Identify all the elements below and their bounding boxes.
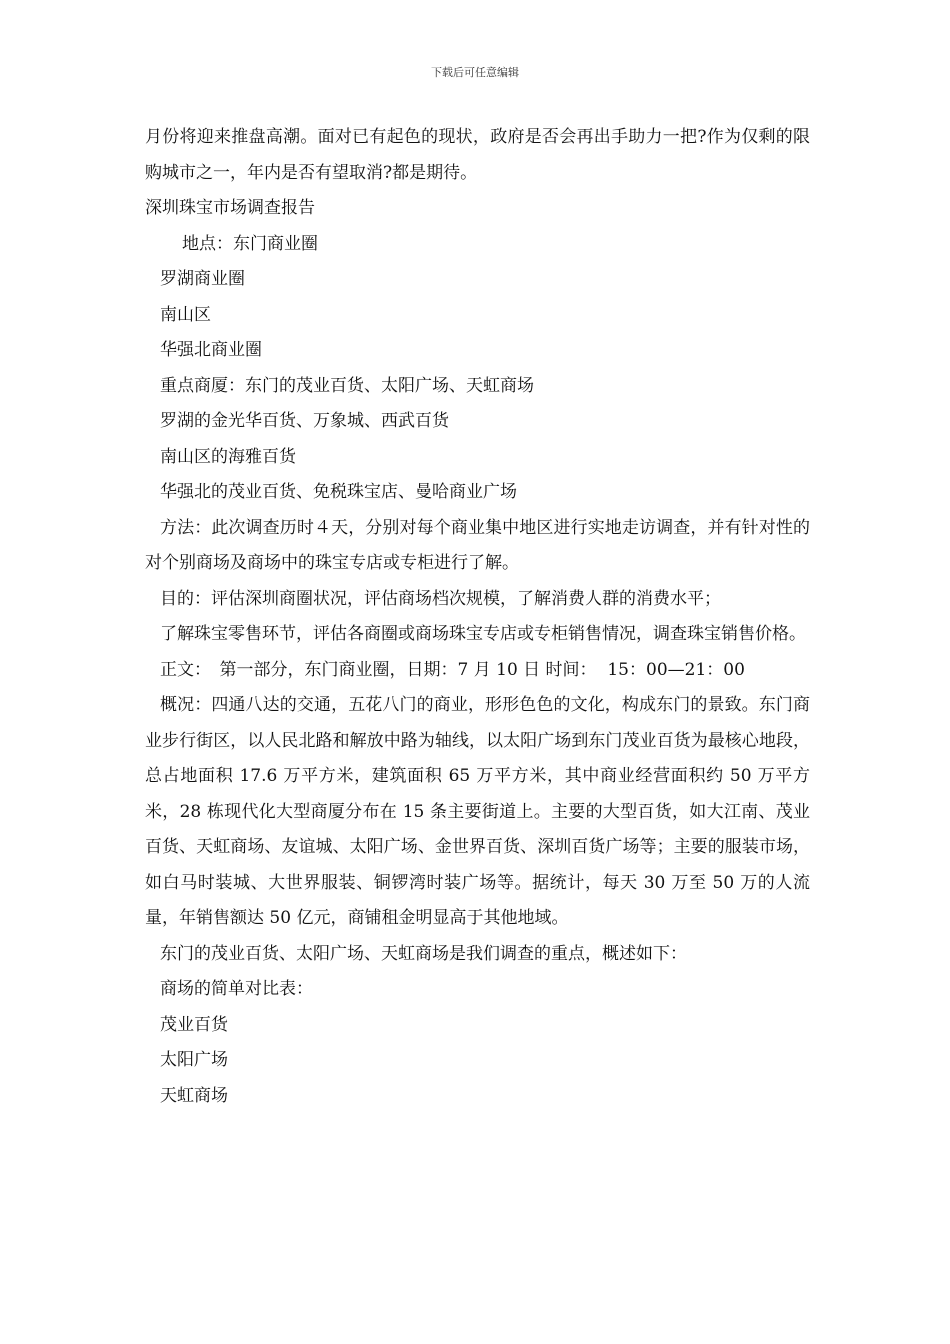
report-title: 深圳珠宝市场调查报告 xyxy=(145,198,315,218)
document-body xyxy=(145,120,810,1114)
mall-list-item: 天虹商场 xyxy=(160,1085,228,1106)
location-item: 南山区 xyxy=(160,304,211,325)
location-item: 华强北商业圈 xyxy=(160,340,262,360)
page-header: 下载后可任意编辑 xyxy=(431,66,519,79)
location-item: 罗湖商业圈 xyxy=(160,269,245,289)
comparison-heading: 商场的简单对比表： xyxy=(160,979,313,999)
body-heading: 正文： 第一部分，东门商业圈，日期：7 月 10 日 时间： 15：00—21：00 xyxy=(160,659,745,680)
method-paragraph: 方法：此次调查历时４天，分别对每个商业集中地区进行实地走访调查，并有针对性的对个别商场及商场中的珠宝专店或专柜进行了解。 xyxy=(145,517,810,573)
key-malls-item: 罗湖的金光华百货、万象城、西武百货 xyxy=(160,411,449,431)
key-malls-heading: 重点商厦：东门的茂业百货、太阳广场、天虹商场 xyxy=(160,375,534,396)
purpose-paragraph-cont: 了解珠宝零售环节，评估各商圈或商场珠宝专店或专柜销售情况，调查珠宝销售价格。 xyxy=(160,624,806,644)
key-malls-item: 南山区的海雅百货 xyxy=(160,446,296,467)
location-heading: 地点：东门商业圈 xyxy=(182,233,318,254)
mall-list-item: 太阳广场 xyxy=(160,1050,228,1070)
focus-paragraph: 东门的茂业百货、太阳广场、天虹商场是我们调查的重点，概述如下： xyxy=(160,943,687,964)
purpose-paragraph: 目的：评估深圳商圈状况，评估商场档次规模，了解消费人群的消费水平； xyxy=(160,588,721,609)
mall-list-item: 茂业百货 xyxy=(160,1014,228,1035)
key-malls-item: 华强北的茂业百货、免税珠宝店、曼哈商业广场 xyxy=(160,482,517,502)
paragraph-intro: 月份将迎来推盘高潮。面对已有起色的现状，政府是否会再出手助力一把?作为仅剩的限购城市之一，年内是否有望取消?都是期待。 xyxy=(145,127,810,183)
overview-paragraph: 概况：四通八达的交通，五花八门的商业，形形色色的文化，构成东门的景致。东门商业步行街区，以人民北路和解放中路为轴线，以太阳广场到东门茂业百货为最核心地段，总占地面积 17.6 万平方米，建筑面积 65 万平方米，其中商业经营面积约 50 万平方米，28 栋现代化大型商厦分布在 15 条主要街道上。主要的大型百货，如大江南、茂业百货、天虹商场、友谊城、太阳广场、金世界百货、深圳百货广场等；主要的服装市场，如白马时装城、大世界服装、铜锣湾时装广场等。据统计，每天 30 万至 50 万的人流量，年销售额达 50 亿元，商铺租金明显高于其他地域。 xyxy=(145,695,810,928)
